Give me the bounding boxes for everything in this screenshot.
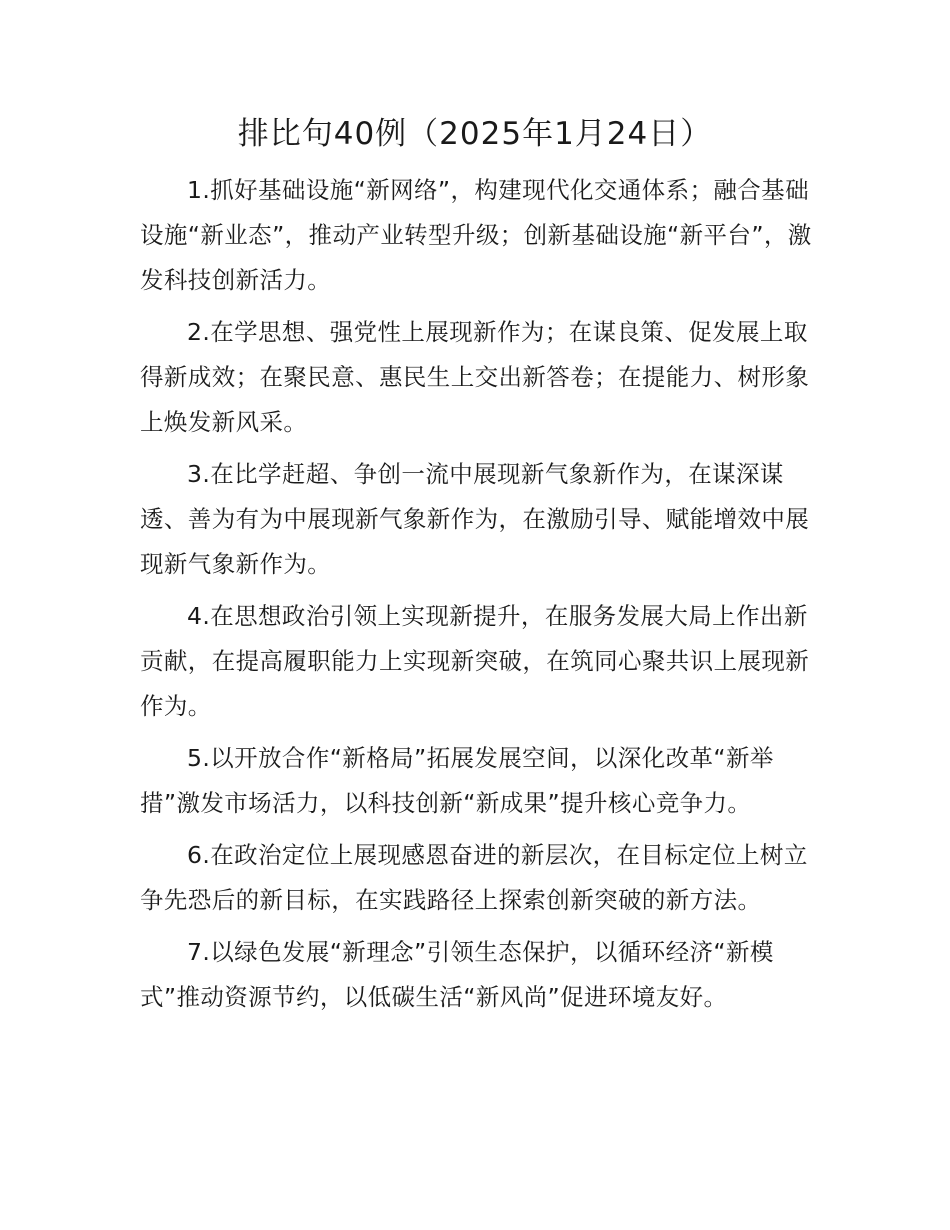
paragraph-4: 4.在思想政治引领上实现新提升，在服务发展大局上作出新贡献，在提高履职能力上实现新突破，在筑同心聚共识上展现新作为。 [140, 602, 810, 720]
paragraph-3: 3.在比学赶超、争创一流中展现新气象新作为，在谋深谋透、善为有为中展现新气象新作为，在激励引导、赋能增效中展现新气象新作为。 [140, 460, 810, 578]
paragraph-7: 7.以绿色发展“新理念”引领生态保护，以循环经济“新模式”推动资源节约，以低碳生活“新风尚”促进环境友好。 [140, 938, 774, 1011]
paragraph-5: 5.以开放合作“新格局”拓展发展空间，以深化改革“新举措”激发市场活力，以科技创新“新成果”提升核心竞争力。 [140, 744, 774, 817]
paragraph-2: 2.在学思想、强党性上展现新作为；在谋良策、促发展上取得新成效；在聚民意、惠民生上交出新答卷；在提能力、树形象上焕发新风采。 [140, 318, 810, 436]
paragraph-1: 1.抓好基础设施“新网络”，构建现代化交通体系；融合基础设施“新业态”，推动产业转型升级；创新基础设施“新平台”，激发科技创新活力。 [140, 176, 812, 294]
paragraph-6: 6.在政治定位上展现感恩奋进的新层次，在目标定位上树立争先恐后的新目标，在实践路径上探索创新突破的新方法。 [140, 841, 808, 914]
document-body [140, 168, 812, 1027]
document-title: 排比句40例（2025年1月24日） [237, 116, 713, 152]
